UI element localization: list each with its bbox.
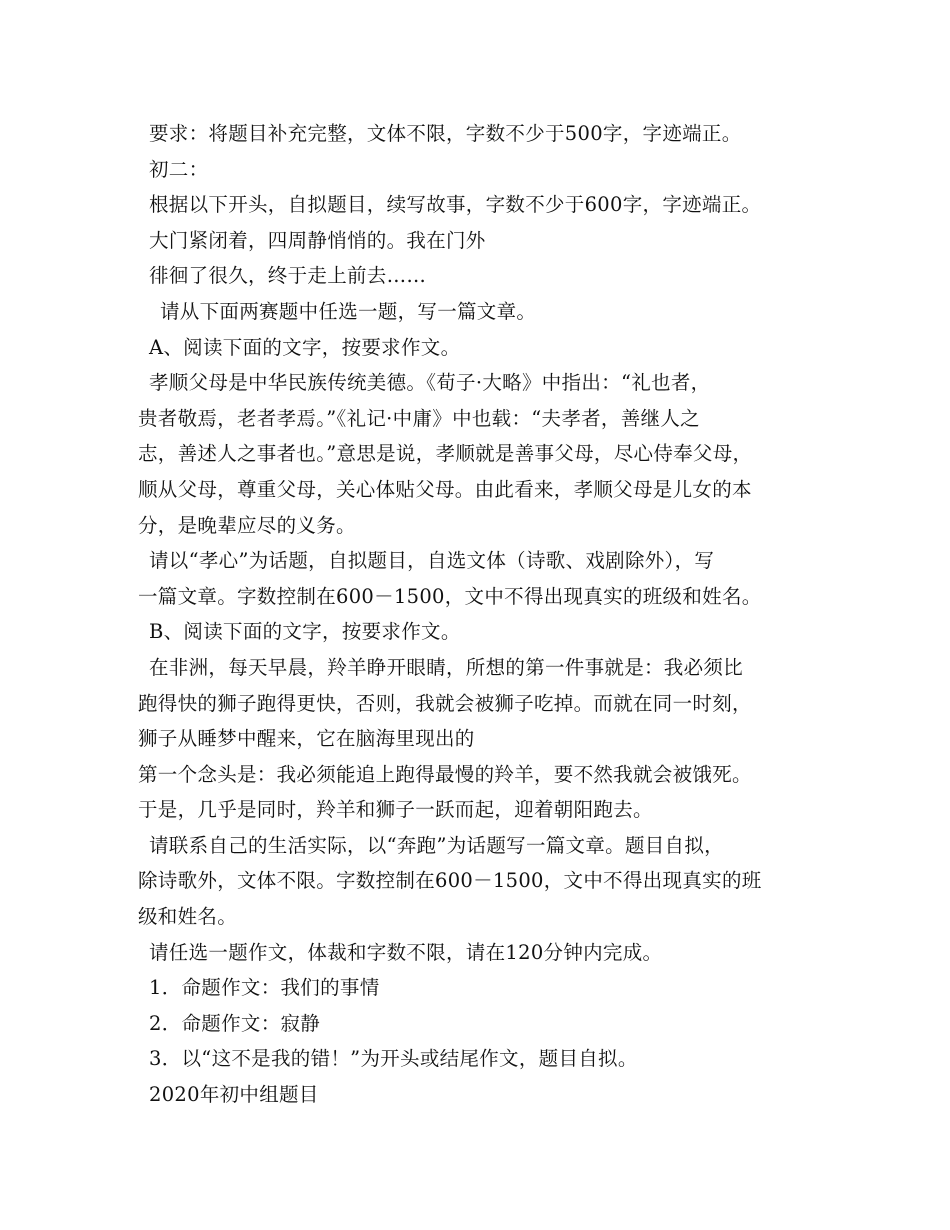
- text-line: 第一个念头是：我必须能追上跑得最慢的羚羊，要不然我就会被饿死。: [138, 762, 752, 786]
- text-line: 1．命题作文：我们的事情: [149, 976, 380, 1000]
- text-line: 除诗歌外，文体不限。字数控制在600－1500，文中不得出现真实的班: [138, 869, 762, 893]
- text-line: 大门紧闭着，四周静悄悄的。我在门外: [149, 228, 486, 252]
- text-line: 孝顺父母是中华民族传统美德。《荀子·大略》中指出：“礼也者，: [149, 371, 711, 395]
- document-page: [138, 116, 818, 1113]
- text-line: A、阅读下面的文字，按要求作文。: [149, 335, 461, 359]
- text-line: 根据以下开头，自拟题目，续写故事，字数不少于600字，字迹端正。: [149, 193, 762, 217]
- text-line: 徘徊了很久，终于走上前去……: [149, 264, 427, 288]
- text-line: 于是，几乎是同时，羚羊和狮子一跃而起，迎着朝阳跑去。: [138, 798, 653, 822]
- text-line: 初二：: [149, 157, 209, 181]
- text-line: 请任选一题作文，体裁和字数不限，请在120分钟内完成。: [149, 940, 663, 964]
- text-line: 请从下面两赛题中任选一题，写一篇文章。: [160, 299, 537, 323]
- text-line: 级和姓名。: [138, 905, 238, 929]
- text-line: 跑得快的狮子跑得更快，否则，我就会被狮子吃掉。而就在同一时刻，: [138, 691, 752, 715]
- text-line: 请联系自己的生活实际，以“奔跑”为话题写一篇文章。题目自拟，: [149, 833, 724, 857]
- text-line: 一篇文章。字数控制在600－1500，文中不得出现真实的班级和姓名。: [138, 584, 762, 608]
- text-line: 狮子从睡梦中醒来，它在脑海里现出的: [138, 727, 475, 751]
- text-line: B、阅读下面的文字，按要求作文。: [149, 620, 461, 644]
- text-line: 分，是晚辈应尽的义务。: [138, 513, 356, 537]
- text-line: 2．命题作文：寂静: [149, 1011, 321, 1035]
- text-line: 3．以“这不是我的错！”为开头或结尾作文，题目自拟。: [149, 1047, 638, 1071]
- text-line: 要求：将题目补充完整，文体不限，字数不少于500字，字迹端正。: [149, 122, 742, 145]
- text-line: 顺从父母，尊重父母，关心体贴父母。由此看来，孝顺父母是儿女的本: [138, 477, 752, 501]
- text-line: 贵者敬焉，老者孝焉。”《礼记·中庸》中也载：“夫孝者，善继人之: [138, 406, 700, 430]
- text-line: 志，善述人之事者也。”意思是说，孝顺就是善事父母，尽心侍奉父母，: [138, 442, 753, 466]
- text-line: 请以“孝心”为话题，自拟题目，自选文体（诗歌、戏剧除外），写: [149, 549, 715, 573]
- text-line: 在非洲，每天早晨，羚羊睁开眼睛，所想的第一件事就是：我必须比: [149, 655, 744, 679]
- text-line: 2020年初中组题目: [149, 1083, 319, 1107]
